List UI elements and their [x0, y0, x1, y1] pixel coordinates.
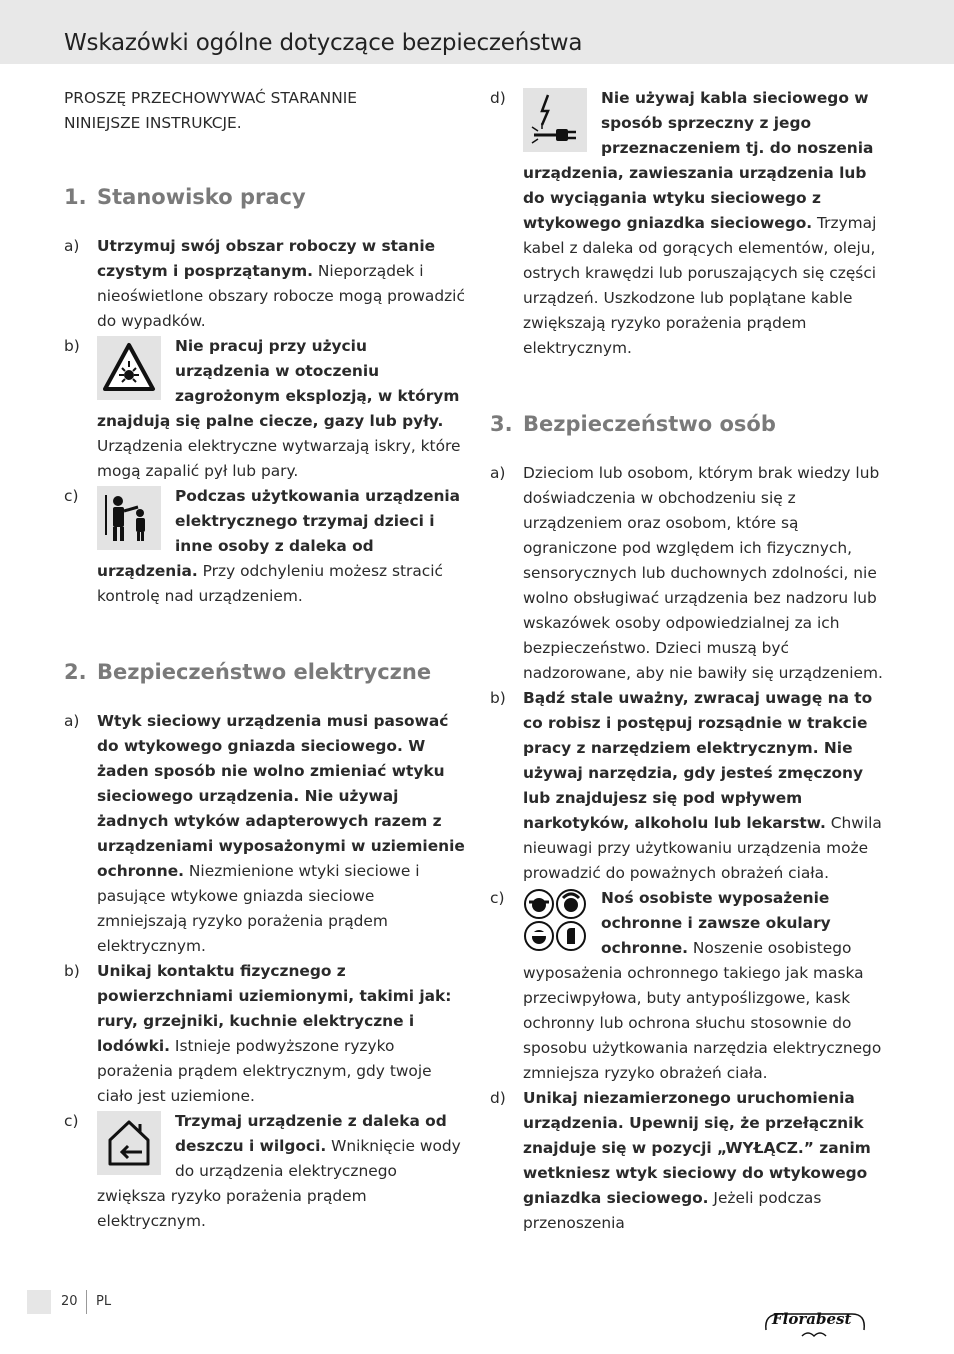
protective-equipment-icon	[523, 888, 587, 952]
item-marker: a)	[64, 712, 80, 730]
item-marker: b)	[64, 962, 80, 980]
section-title: Stanowisko pracy	[97, 185, 306, 209]
section-heading	[64, 657, 466, 687]
list-item	[64, 334, 466, 484]
item-text: Nieporządek i nieoświetlone obszary robocze mogą prowadzić do wypadków.	[97, 262, 465, 330]
item-bold-text: Utrzymuj swój obszar roboczy w stanie czystym i posprzątanym.	[97, 237, 436, 280]
item-bold-text: Wtyk sieciowy urządzenia musi pasować do wtykowego gniazda sieciowego. W żaden sposób nie wolno zmieniać wtyku sieciowego urządzenia. Nie używaj żadnych wtyków adapterowych razem z urządzeniami wyposażonymi w uziemienie ochronne.	[97, 712, 465, 880]
item-text: Jeżeli podczas przenoszenia	[523, 1189, 822, 1232]
item-marker: b)	[64, 337, 80, 355]
section-heading	[490, 409, 892, 439]
keep-children-away-icon	[97, 486, 161, 550]
list-item	[490, 1086, 892, 1236]
item-bold-text: Nie pracuj przy użyciu urządzenia w otoczeniu zagrożonym eksplozją, w którym znajdują się palne ciecze, gazy lub pyły.	[97, 337, 460, 430]
list-item	[64, 959, 466, 1109]
item-bold-text: Unikaj kontaktu fizycznego z powierzchniami uziemionymi, takimi jak: rury, grzejniki, kuchnie elektryczne i lodówki.	[97, 962, 452, 1055]
brand-name: Florabest	[772, 1310, 852, 1328]
page-number: 20	[61, 1294, 78, 1309]
item-text: Niezmienione wtyki sieciowe i pasujące wtykowe gniazda sieciowe zmniejszają ryzyko porażenia prądem elektrycznym.	[97, 862, 420, 955]
section-title: Bezpieczeństwo elektryczne	[97, 660, 432, 684]
item-marker: c)	[490, 889, 505, 907]
page-header	[0, 0, 954, 64]
item-bold-text: Nie używaj kabla sieciowego w sposób sprzeczny z jego przeznaczeniem tj. do noszenia urządzenia, zawieszania urządzenia lub do wyciągania wtyku sieciowego z wtykowego gniazdka sieciowego.	[523, 89, 874, 232]
section-title: Bezpieczeństwo osób	[523, 412, 776, 436]
item-marker: d)	[490, 89, 506, 107]
item-marker: a)	[64, 237, 80, 255]
left-column	[64, 86, 466, 1234]
list-item	[64, 1109, 466, 1234]
item-text: Wniknięcie wody do urządzenia elektrycznego zwiększa ryzyko porażenia prądem elektrycznym.	[97, 1137, 461, 1230]
item-marker: c)	[64, 487, 79, 505]
footer-marker-box	[27, 1290, 51, 1314]
item-marker: a)	[490, 464, 506, 482]
section-number: 1.	[64, 185, 87, 209]
item-text: Chwila nieuwagi przy użytkowaniu urządzenia może prowadzić do poważnych obrażeń ciała.	[523, 814, 882, 882]
list-item	[64, 234, 466, 334]
list-item	[64, 709, 466, 959]
item-bold-text: Podczas użytkowania urządzenia elektrycznego trzymaj dzieci i inne osoby z daleka od urządzenia.	[97, 487, 461, 580]
section-heading	[64, 182, 466, 212]
list-item	[490, 86, 892, 361]
section-number: 3.	[490, 412, 513, 436]
item-marker: b)	[490, 689, 506, 707]
item-bold-text: Bądź stale uważny, zwracaj uwagę na to co robisz i postępuj rozsądnie w trakcie pracy z narzędziem elektrycznym. Nie używaj narzędzia, gdy jesteś zmęczony lub znajdujesz się pod wpływem narkotyków, alkoholu lub lekarstw.	[523, 689, 873, 832]
cable-misuse-icon	[523, 88, 587, 152]
language-code: PL	[96, 1294, 112, 1309]
item-bold-text: Noś osobiste wyposażenie ochronne i zawsze okulary ochronne.	[601, 889, 831, 957]
list-item	[490, 886, 892, 1086]
list-item	[490, 686, 892, 886]
item-text: Przy odchyleniu możesz stracić kontrolę nad urządzeniem.	[97, 562, 443, 605]
item-text: Istnieje podwyższone ryzyko porażenia prądem elektrycznym, gdy twoje ciało jest uziemione.	[97, 1037, 432, 1105]
intro-text: PROSZĘ PRZECHOWYWAĆ STARANNIE NINIEJSZE INSTRUKCJE.	[64, 89, 357, 132]
item-marker: c)	[64, 1112, 79, 1130]
item-text: Dzieciom lub osobom, którym brak wiedzy lub doświadczenia w obchodzeniu się z urządzeniem oraz osobom, które są ograniczone pod względem ich fizycznych, sensorycznych lub duchownych zdolności, nie wolno obsługiwać urządzenia bez nadzoru lub wskazówek osoby odpowiedzialnej za ich bezpieczeństwo. Dzieci muszą być nadzorowane, aby nie bawiły się urządzeniem.	[523, 464, 883, 682]
item-text: Trzymaj kabel z daleka od gorących elementów, oleju, ostrych krawędzi lub poruszających się części urządzeń. Uszkodzone lub poplątane kable zwiększają ryzyko porażenia prądem elektrycznym.	[523, 214, 877, 357]
item-text: Noszenie osobistego wyposażenia ochronnego takiego jak maska przeciwpyłowa, buty antypoślizgowe, kask ochronny lub ochrona słuchu stosownie do sposobu użytkowania narzędzia elektrycznego zmniejsza ryzyko obrażeń ciała.	[523, 939, 882, 1082]
page-title: Wskazówki ogólne dotyczące bezpieczeństwa	[64, 30, 583, 56]
section-number: 2.	[64, 660, 87, 684]
list-item	[490, 461, 892, 686]
item-marker: d)	[490, 1089, 506, 1107]
list-item	[64, 484, 466, 609]
item-text: Urządzenia elektryczne wytwarzają iskry, które mogą zapalić pył lub pary.	[97, 437, 461, 480]
footer-divider	[86, 1290, 87, 1314]
item-bold-text: Trzymaj urządzenie z daleka od deszczu i wilgoci.	[175, 1112, 447, 1155]
indoor-use-only-icon	[97, 1111, 161, 1175]
right-column	[490, 86, 892, 1236]
explosion-hazard-icon	[97, 336, 161, 400]
item-bold-text: Unikaj niezamierzonego uruchomienia urządzenia. Upewnij się, że przełącznik znajduje się w pozycji „WYŁĄCZ.” zanim wetkniesz wtyk sieciowy do wtykowego gniazdka sieciowego.	[523, 1089, 871, 1207]
brand-logo	[762, 1308, 868, 1340]
